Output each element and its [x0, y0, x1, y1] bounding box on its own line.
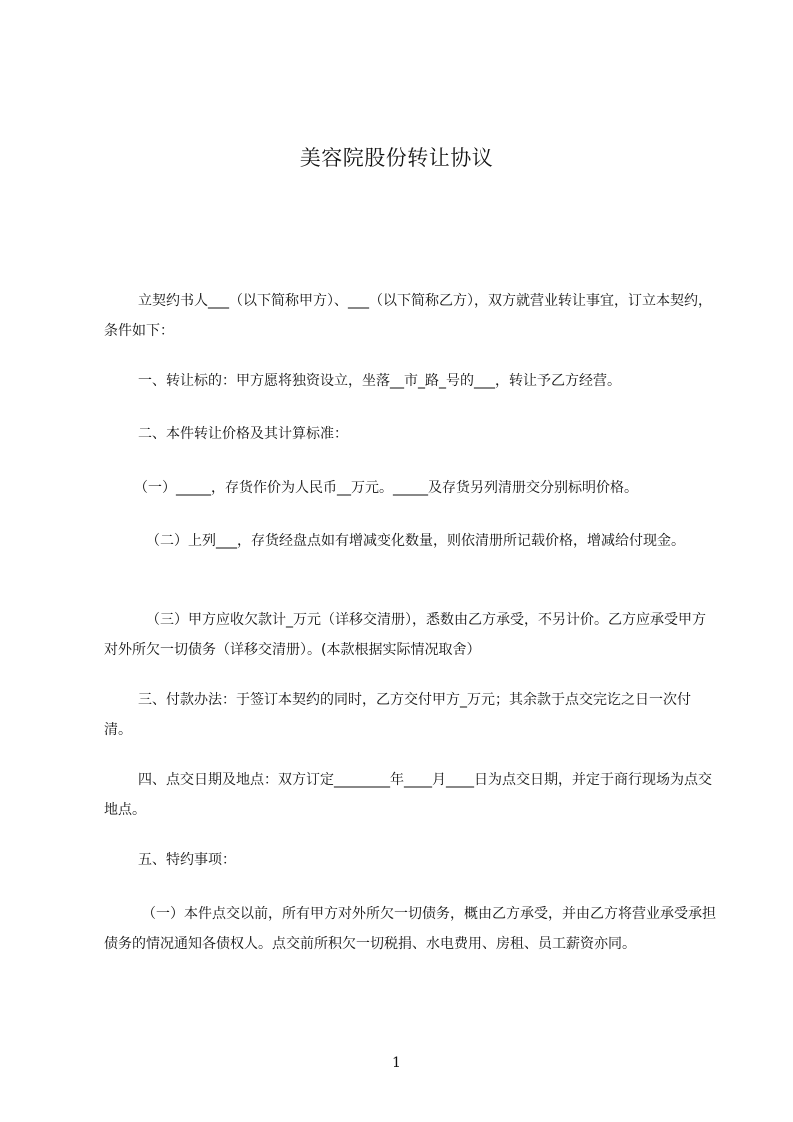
- paragraph-preamble: 立契约书人___（以下简称甲方）、___（以下简称乙方），双方就营业转让事宜，订立本契约，条件如下：: [104, 293, 712, 339]
- paragraph-clause-3: 三、付款办法：于签订本契约的同时，乙方交付甲方_万元；其余款于点交完讫之日一次付清。: [104, 692, 691, 738]
- paragraph-clause-4: 四、点交日期及地点：双方订定________年____月____日为点交日期，并定于商行现场为点交地点。: [104, 772, 712, 818]
- paragraph-clause-2-3: （三）甲方应收欠款计_万元（详移交清册），悉数由乙方承受，不另计价。乙方应承受甲方对外所欠一切债务（详移交清册）。(本款根据实际情况取舍）: [104, 612, 706, 658]
- paragraph-clause-2: 二、本件转让价格及其计算标准：: [138, 426, 348, 442]
- paragraph-clause-1: 一、转让标的：甲方愿将独资设立，坐落__市_路_号的___，转让予乙方经营。: [138, 373, 621, 389]
- document-title: 美容院股份转让协议: [299, 146, 494, 170]
- paragraph-clause-5-1: （一）本件点交以前，所有甲方对外所欠一切债务，概由乙方承受，并由乙方将营业承受承担债务的情况通知各债权人。点交前所积欠一切税捐、水电费用、房租、员工薪资亦同。: [104, 906, 716, 952]
- paragraph-clause-5: 五、特约事项：: [138, 852, 236, 868]
- paragraph-clause-2-2: （二）上列___，存货经盘点如有增减变化数量，则依清册所记载价格，增减给付现金。: [146, 533, 685, 549]
- page-number: 1: [392, 1055, 401, 1071]
- paragraph-clause-2-1: （一）_____，存货作价为人民币__万元。_____及存货另列清册交分别标明价格。: [134, 480, 638, 496]
